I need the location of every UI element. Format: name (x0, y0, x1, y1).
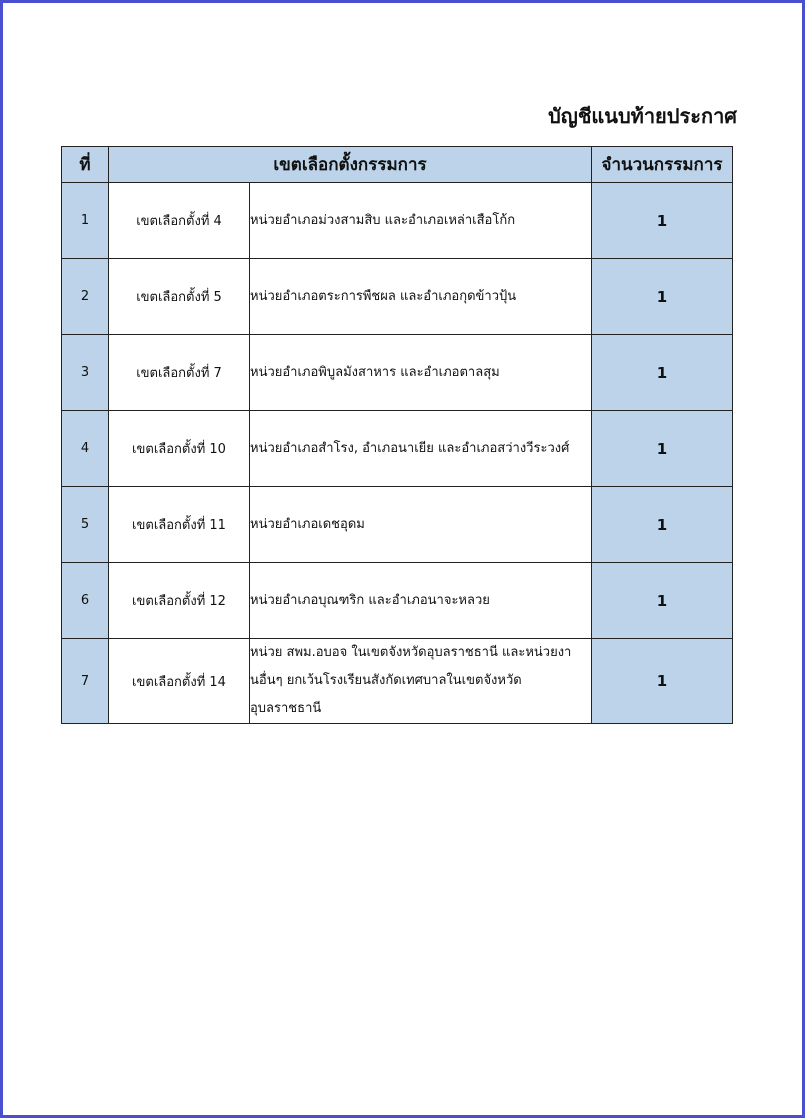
row-number: 4 (62, 411, 109, 487)
row-number: 3 (62, 335, 109, 411)
row-district: เขตเลือกตั้งที่ 14 (109, 639, 250, 724)
row-count: 1 (592, 639, 733, 724)
row-area: หน่วยอำเภอตระการพืชผล และอำเภอกุดข้าวปุ้น (250, 259, 592, 335)
row-area: หน่วย สพม.อบอจ ในเขตจังหวัดอุบลราชธานี และหน่วยงานอื่นๆ ยกเว้นโรงเรียนสังกัดเทศบาลในเขตจังหวัดอุบลราชธานี (250, 639, 592, 724)
row-district: เขตเลือกตั้งที่ 10 (109, 411, 250, 487)
table-row (62, 639, 733, 724)
table-row (62, 487, 733, 563)
row-count: 1 (592, 563, 733, 639)
header-count: จำนวนกรรมการ (592, 147, 733, 183)
row-number: 7 (62, 639, 109, 724)
row-area: หน่วยอำเภอเดชอุดม (250, 487, 592, 563)
table-row (62, 563, 733, 639)
appendix-table (61, 146, 733, 724)
header-no: ที่ (62, 147, 109, 183)
row-area: หน่วยอำเภอบุณฑริก และอำเภอนาจะหลวย (250, 563, 592, 639)
row-district: เขตเลือกตั้งที่ 7 (109, 335, 250, 411)
row-count: 1 (592, 335, 733, 411)
document-heading: บัญชีแนบท้ายประกาศ (548, 104, 737, 128)
row-district: เขตเลือกตั้งที่ 5 (109, 259, 250, 335)
row-number: 1 (62, 183, 109, 259)
row-area: หน่วยอำเภอพิบูลมังสาหาร และอำเภอตาลสุม (250, 335, 592, 411)
table-row (62, 335, 733, 411)
table-row (62, 259, 733, 335)
row-number: 6 (62, 563, 109, 639)
header-district: เขตเลือกตั้งกรรมการ (109, 147, 592, 183)
row-district: เขตเลือกตั้งที่ 12 (109, 563, 250, 639)
table-row (62, 183, 733, 259)
row-area: หน่วยอำเภอม่วงสามสิบ และอำเภอเหล่าเสือโก้ก (250, 183, 592, 259)
row-count: 1 (592, 259, 733, 335)
row-number: 5 (62, 487, 109, 563)
row-area: หน่วยอำเภอสำโรง, อำเภอนาเยีย และอำเภอสว่างวีระวงศ์ (250, 411, 592, 487)
row-count: 1 (592, 487, 733, 563)
row-number: 2 (62, 259, 109, 335)
row-district: เขตเลือกตั้งที่ 11 (109, 487, 250, 563)
row-district: เขตเลือกตั้งที่ 4 (109, 183, 250, 259)
row-count: 1 (592, 183, 733, 259)
table-row (62, 411, 733, 487)
table-header-row (62, 147, 733, 183)
row-count: 1 (592, 411, 733, 487)
